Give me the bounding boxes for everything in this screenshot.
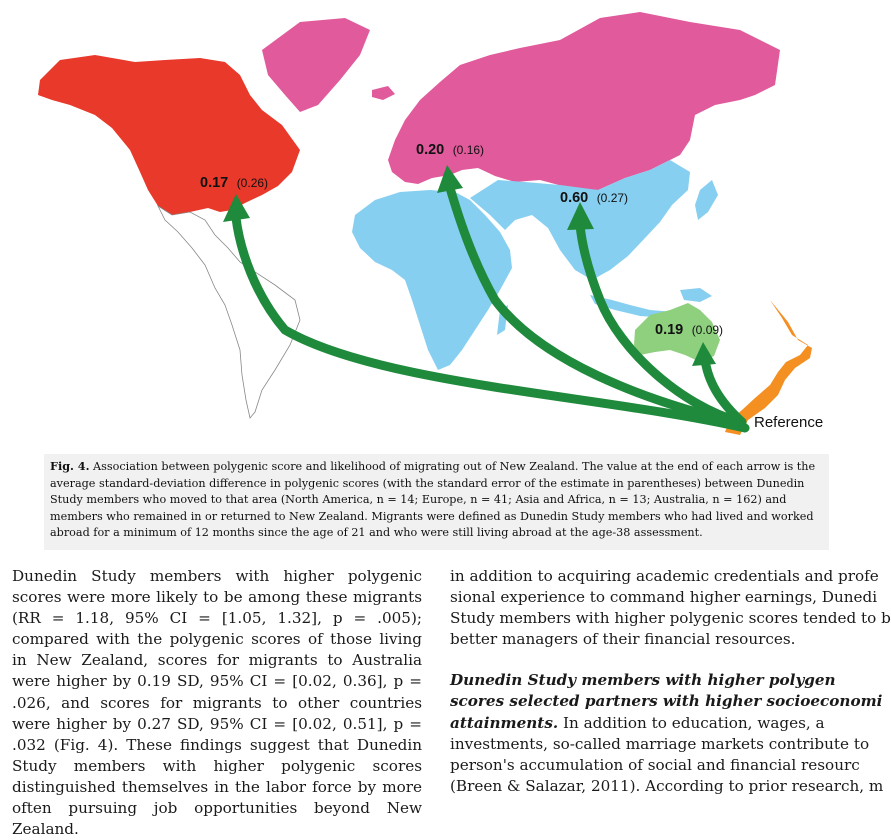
right-paragraph-2-text: In addition to education, wages, a investments, so-called marriage markets contribute to person's accumulation of social and financial resourc (Breen & Salazar, 2011). According to prior research, m bbox=[450, 713, 884, 795]
latin-america-region bbox=[158, 206, 300, 418]
label-reference: Reference bbox=[754, 414, 824, 431]
north-america-region bbox=[38, 55, 300, 215]
europe-region bbox=[388, 12, 780, 190]
se-asia-africa: (0.27) bbox=[596, 191, 629, 205]
body-right-column bbox=[450, 566, 891, 797]
value-north-america: 0.17 bbox=[200, 175, 229, 191]
iceland-region bbox=[372, 86, 395, 100]
se-europe: (0.16) bbox=[452, 143, 485, 157]
caption-text: Association between polygenic score and likelihood of migrating out of New Zealand. The value at the end of each arrow is the average standard-deviation difference in polygenic scores (with the standard error of the estimate in parentheses) between Dunedin Study members who moved to that area (North America, n = 14; Europe, n = 41; Asia and Africa, n = 13; Australia, n = 162) and members who remained in or returned to New Zealand. Migrants were defined as Dunedin Study members who had lived and worked abroad for a minimum of 12 months since the age of 21 and who were still living abroad at the age-38 assessment. bbox=[50, 460, 816, 540]
value-asia-africa: 0.60 bbox=[560, 190, 589, 206]
greenland-region bbox=[262, 18, 370, 112]
body-left-column bbox=[12, 566, 427, 840]
figure-caption bbox=[44, 454, 829, 550]
section-heading: Dunedin Study members with higher polygen scores selected partners with higher socioeconomi attainments. bbox=[450, 671, 883, 732]
right-paragraph-2 bbox=[450, 670, 884, 797]
se-north-america: (0.26) bbox=[236, 176, 269, 190]
value-europe: 0.20 bbox=[416, 142, 445, 158]
caption-label: Fig. 4. bbox=[50, 459, 90, 473]
value-australia: 0.19 bbox=[655, 322, 684, 338]
right-paragraph-1: in addition to acquiring academic credentials and profe sional experience to command higher earnings, Dunedi Study members with higher polygenic scores tended to b better managers of their financial resources. bbox=[450, 567, 891, 649]
left-paragraph: Dunedin Study members with higher polygenic scores were more likely to be among these migrants (RR = 1.18, 95% CI = [1.05, 1.32], p = .005); compared with the polygenic scores of those living in New Zealand, scores for migrants to Australia were higher by 0.19 SD, 95% CI = [0.02, 0.36], p = .026, and scores for migrants to other countries were higher by 0.27 SD, 95% CI = [0.02, 0.51], p = .032 (Fig. 4). These findings suggest that Dunedin Study members with higher polygenic scores distinguished themselves in the labor force by more often pursuing job opportunities beyond New Zealand. bbox=[12, 567, 427, 839]
se-australia: (0.09) bbox=[691, 323, 724, 337]
japan-region bbox=[695, 180, 718, 220]
new-guinea-region bbox=[680, 288, 712, 302]
